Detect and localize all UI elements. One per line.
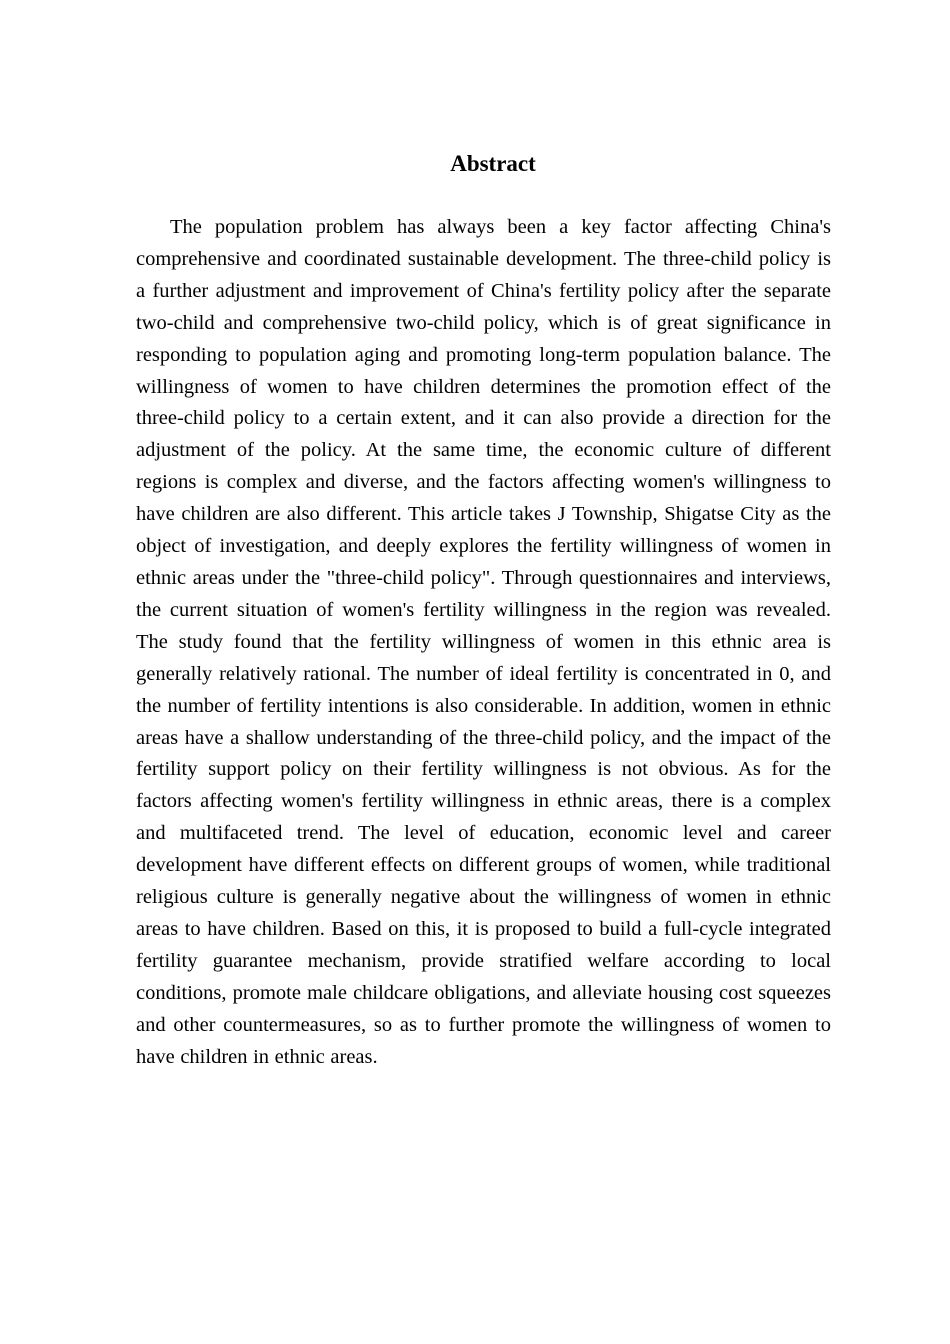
abstract-paragraph: The population problem has always been a key factor affecting China's comprehensive and coordinated sustainable development. The three-child policy is a further adjustment and improvement of China's fertility policy after the separate two-child and comprehensive two-child policy, which is of great significance in responding to population aging and promoting long-term population balance. The willingness of women to have children determines the promotion effect of the three-child policy to a certain extent, and it can also provide a direction for the adjustment of the policy. At the same time, the economic culture of different regions is complex and diverse, and the factors affecting women's willingness to have children are also different. This article takes J Township, Shigatse City as the object of investigation, and deeply explores the fertility willingness of women in ethnic areas under the "three-child policy". Through questionnaires and interviews, the current situation of women's fertility willingness in the region was revealed. The study found that the fertility willingness of women in this ethnic area is generally relatively rational. The number of ideal fertility is concentrated in 0, and the number of fertility intentions is also considerable. In addition, women in ethnic areas have a shallow understanding of the three-child policy, and the impact of the fertility support policy on their fertility willingness is not obvious. As for the factors affecting women's fertility willingness in ethnic areas, there is a complex and multifaceted trend. The level of education, economic level and career development have different effects on different groups of women, while traditional religious culture is generally negative about the willingness of women in ethnic areas to have children. Based on this, it is proposed to build a full-cycle integrated fertility guarantee mechanism, provide stratified welfare according to local conditions, promote male childcare obligations, and alleviate housing cost squeezes and other countermeasures, so as to further promote the willingness of women to have children in ethnic areas.: [136, 216, 831, 1068]
abstract-title: Abstract: [450, 151, 536, 176]
